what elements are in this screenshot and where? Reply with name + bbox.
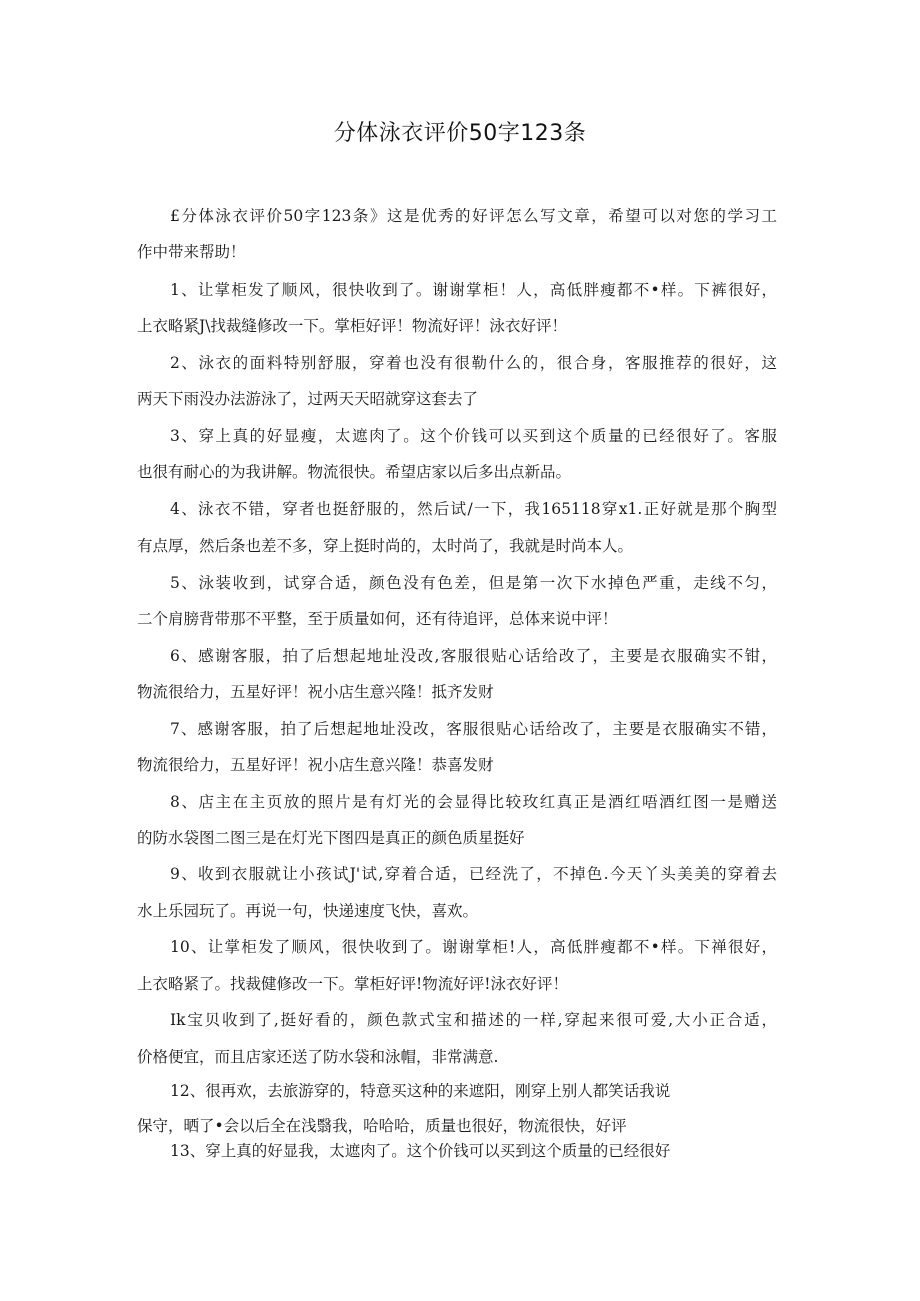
intro-line-1: £分体泳衣评价50字123条》这是优秀的好评怎么写文章，希望可以对您的学习工 [170, 207, 777, 225]
review-2-line-1: 2、泳衣的面料特别舒服，穿着也没有很勒什么的，很合身，客服推荐的很好，这 [170, 354, 777, 372]
review-7-line-2: 物流很给力，五星好评！祝小店生意兴隆！恭喜发财 [137, 756, 494, 774]
review-11-line-2: 价格便宜，而且店家还送了防水袋和泳帽，非常满意. [137, 1048, 499, 1066]
review-6-line-1: 6、感谢客服，拍了后想起地址没改,客服很贴心话给改了，主要是衣服确实不钳， [170, 647, 777, 665]
review-8-line-1: 8、店主在主页放的照片是有灯光的会显得比较玫红真正是酒红唔酒红图一是赠送 [170, 793, 777, 811]
review-1-line-2: 上衣略紧J\找裁缝修改一下。掌柜好评！物流好评！泳衣好评！ [137, 317, 567, 335]
review-9-line-2: 水上乐园玩了。再说一句，快递速度飞快，喜欢。 [137, 902, 479, 920]
review-11-line-1: Ik宝贝收到了,挺好看的，颜色款式宝和描述的一样,穿起来很可爱,大小正合适， [170, 1011, 777, 1029]
review-1-line-1: 1、让掌柜发了顺风，很快收到了。谢谢掌柜！人，高低胖瘦都不•样。下裤很好， [170, 281, 777, 299]
review-10-line-1: 10、让掌柜发了顺风，很快收到了。谢谢掌柜!人，高低胖瘦都不•样。下禅很好， [170, 938, 777, 956]
review-10-line-2: 上衣略紧了。找裁健修改一下。掌柜好评!物流好评!泳衣好评！ [137, 975, 568, 993]
review-5-line-2: 二个肩膀背带那不平整，至于质量如何，还有待追评，总体来说中评！ [137, 610, 618, 628]
review-8-line-2: 的防水袋图二图三是在灯光下图四是真正的颜色质星挺好 [137, 829, 525, 847]
review-12-line-1: 12、很再欢，去旅游穿的，特意买这种的来遮阳，刚穿上别人都笑话我说 [170, 1082, 671, 1100]
review-12-line-2: 保守，晒了•会以后全在浅翳我，哈哈哈，质量也很好，物流很快，好评 [137, 1117, 627, 1135]
review-6-line-2: 物流很给力，五星好评！祝小店生意兴隆！抵齐发财 [137, 683, 494, 701]
review-5-line-1: 5、泳装收到，试穿合适，颜色没有色差，但是第一次下水掉色严重，走线不匀， [170, 574, 777, 592]
document-title: 分体泳衣评价50字123条 [333, 121, 587, 146]
review-13-line-1: 13、穿上真的好显我，太遮肉了。这个价钱可以买到这个质量的已经很好 [170, 1142, 671, 1160]
review-3-line-1: 3、穿上真的好显瘦，太遮肉了。这个价钱可以买到这个质量的已经很好了。客服 [170, 427, 777, 445]
review-4-line-1: 4、泳衣不错，穿者也挺舒服的，然后试/一下，我165118穿x1.正好就是那个胸型 [170, 500, 777, 518]
review-2-line-2: 两天下雨没办法游泳了，过两天天昭就穿这套去了 [137, 390, 479, 408]
review-9-line-1: 9、收到衣服就让小孩试J'试,穿着合适，已经洗了，不掉色.今天丫头美美的穿着去 [170, 865, 777, 883]
review-4-line-2: 有点厚，然后条也差不多，穿上挺时尚的，太时尚了，我就是时尚本人。 [137, 537, 634, 555]
review-3-line-2: 也很有耐心的为我讲解。物流很快。希望店家以后多出点新品。 [137, 463, 572, 481]
intro-line-2: 作中带来帮助！ [137, 243, 246, 261]
review-7-line-1: 7、感谢客服，拍了后想起地址没改，客服很贴心话给改了，主要是衣服确实不错， [170, 720, 777, 738]
